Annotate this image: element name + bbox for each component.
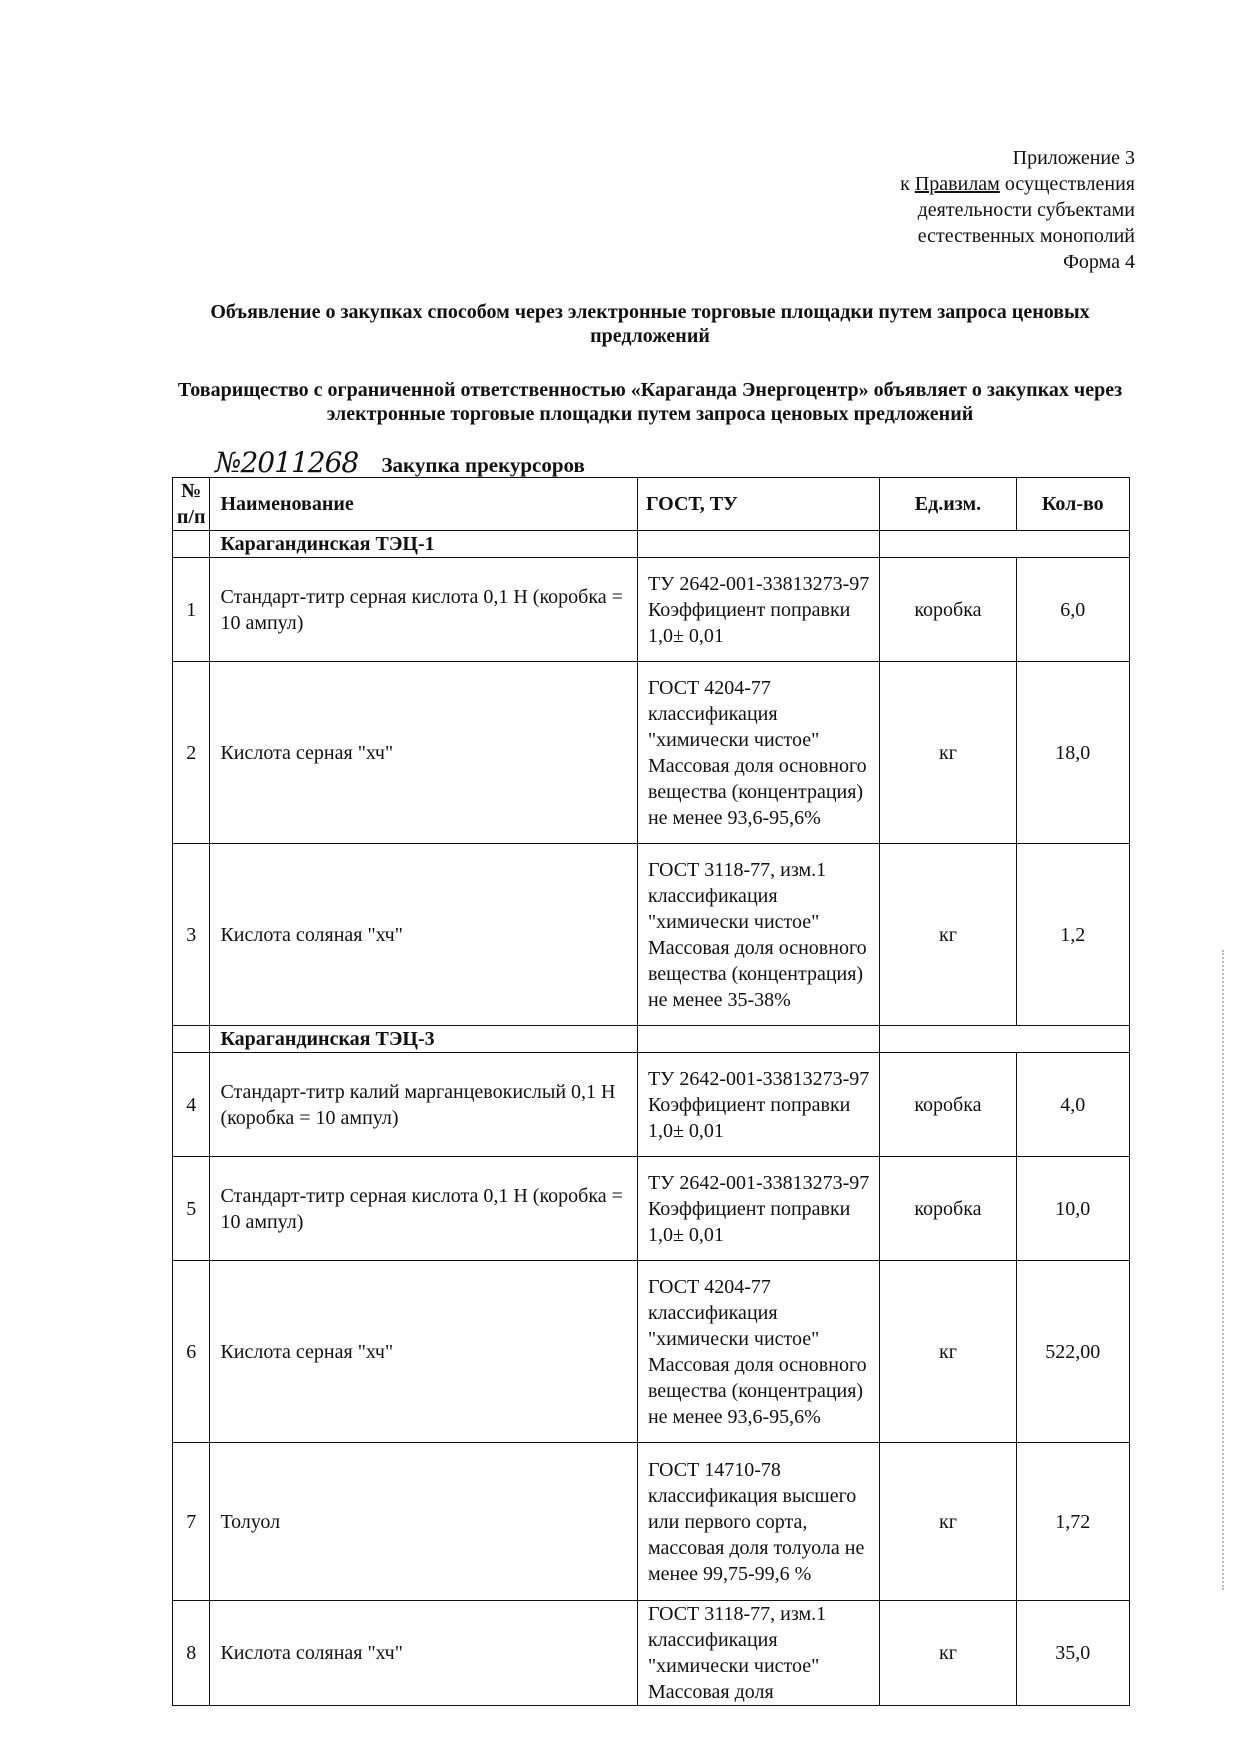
cell-qty: 10,0 (1016, 1157, 1129, 1261)
table-row (173, 844, 1130, 1026)
cell-gost: ГОСТ 4204-77 классификация "химически чистое" Массовая доля основного вещества (концентрация) не менее 93,6-95,6% (637, 662, 879, 844)
cell-unit: коробка (880, 1053, 1016, 1157)
cell-gost: ГОСТ 14710-78 классификация высшего или первого сорта, массовая доля толуола не менее 99,75-99,6 % (637, 1443, 879, 1601)
form-number: Форма 4 (1063, 251, 1135, 273)
cell-qty: 6,0 (1016, 558, 1129, 662)
table-row (173, 1601, 1130, 1706)
section-title: Карагандинская ТЭЦ-1 (210, 531, 638, 558)
cell-gost: ГОСТ 3118-77, изм.1 классификация "химически чистое" Массовая доля (637, 1601, 879, 1706)
cell-no: 6 (173, 1261, 210, 1443)
scan-edge-mark (1222, 950, 1226, 1590)
cell-name: Кислота серная "хч" (210, 1261, 638, 1443)
cell-unit: кг (880, 844, 1016, 1026)
appendix-line4: естественных монополий (917, 225, 1135, 247)
cell-gost: ТУ 2642-001-33813273-97 Коэффициент поправки 1,0± 0,01 (637, 1053, 879, 1157)
purchase-heading (215, 446, 585, 479)
section-title: Карагандинская ТЭЦ-3 (210, 1026, 638, 1053)
appendix-header (900, 145, 1135, 275)
section-empty-cell (637, 531, 879, 558)
table-row (173, 1443, 1130, 1601)
header-name: Наименование (210, 478, 638, 531)
cell-no: 3 (173, 844, 210, 1026)
cell-name: Кислота серная "хч" (210, 662, 638, 844)
cell-qty: 18,0 (1016, 662, 1129, 844)
table-row (173, 1157, 1130, 1261)
cell-name: Стандарт-титр серная кислота 0,1 Н (коробка = 10 ампул) (210, 558, 638, 662)
section-no-cell (173, 531, 210, 558)
cell-qty: 1,72 (1016, 1443, 1129, 1601)
cell-no: 2 (173, 662, 210, 844)
table-body (173, 531, 1130, 1706)
document-subtitle: Товарищество с ограниченной ответственностью «Караганда Энергоцентр» объявляет о закупках через электронные торговые площадки путем запроса ценовых предложений (177, 379, 1123, 425)
header-qty: Кол-во (1016, 478, 1129, 531)
rules-link[interactable]: Правилам (914, 173, 1000, 195)
table-row (173, 1261, 1130, 1443)
cell-no: 5 (173, 1157, 210, 1261)
header-unit: Ед.изм. (880, 478, 1016, 531)
goods-table (172, 477, 1130, 1706)
cell-unit: кг (880, 662, 1016, 844)
cell-no: 7 (173, 1443, 210, 1601)
cell-qty: 1,2 (1016, 844, 1129, 1026)
appendix-rules-line: к Правилам осуществления (900, 173, 1135, 195)
table-header-row (173, 478, 1130, 531)
cell-gost: ТУ 2642-001-33813273-97 Коэффициент поправки 1,0± 0,01 (637, 558, 879, 662)
cell-qty: 522,00 (1016, 1261, 1129, 1443)
cell-unit: кг (880, 1443, 1016, 1601)
section-row (173, 1026, 1130, 1053)
cell-no: 8 (173, 1601, 210, 1706)
appendix-number: Приложение 3 (1012, 147, 1135, 169)
cell-name: Толуол (210, 1443, 638, 1601)
cell-gost: ГОСТ 3118-77, изм.1 классификация "химически чистое" Массовая доля основного вещества (концентрация) не менее 35-38% (637, 844, 879, 1026)
cell-name: Стандарт-титр калий марганцевокислый 0,1 Н (коробка = 10 ампул) (210, 1053, 638, 1157)
section-row (173, 531, 1130, 558)
table-row (173, 1053, 1130, 1157)
cell-unit: коробка (880, 558, 1016, 662)
appendix-line3: деятельности субъектами (917, 199, 1135, 221)
section-empty-cell (880, 1026, 1130, 1053)
section-empty-cell (880, 531, 1130, 558)
table-row (173, 558, 1130, 662)
cell-no: 1 (173, 558, 210, 662)
table-row (173, 662, 1130, 844)
cell-qty: 4,0 (1016, 1053, 1129, 1157)
cell-gost: ТУ 2642-001-33813273-97 Коэффициент поправки 1,0± 0,01 (637, 1157, 879, 1261)
cell-unit: кг (880, 1261, 1016, 1443)
cell-qty: 35,0 (1016, 1601, 1129, 1706)
purchase-label: Закупка прекурсоров (381, 453, 585, 477)
document-title: Объявление о закупках способом через электронные торговые площадки путем запроса ценовых предложений (210, 301, 1090, 347)
cell-name: Стандарт-титр серная кислота 0,1 Н (коробка = 10 ампул) (210, 1157, 638, 1261)
cell-name: Кислота соляная "хч" (210, 844, 638, 1026)
cell-name: Кислота соляная "хч" (210, 1601, 638, 1706)
purchase-number: №2011268 (215, 446, 359, 479)
header-gost: ГОСТ, ТУ (637, 478, 879, 531)
header-no: № п/п (173, 478, 210, 531)
cell-no: 4 (173, 1053, 210, 1157)
section-no-cell (173, 1026, 210, 1053)
cell-unit: кг (880, 1601, 1016, 1706)
cell-gost: ГОСТ 4204-77 классификация "химически чистое" Массовая доля основного вещества (концентрация) не менее 93,6-95,6% (637, 1261, 879, 1443)
cell-unit: коробка (880, 1157, 1016, 1261)
section-empty-cell (637, 1026, 879, 1053)
